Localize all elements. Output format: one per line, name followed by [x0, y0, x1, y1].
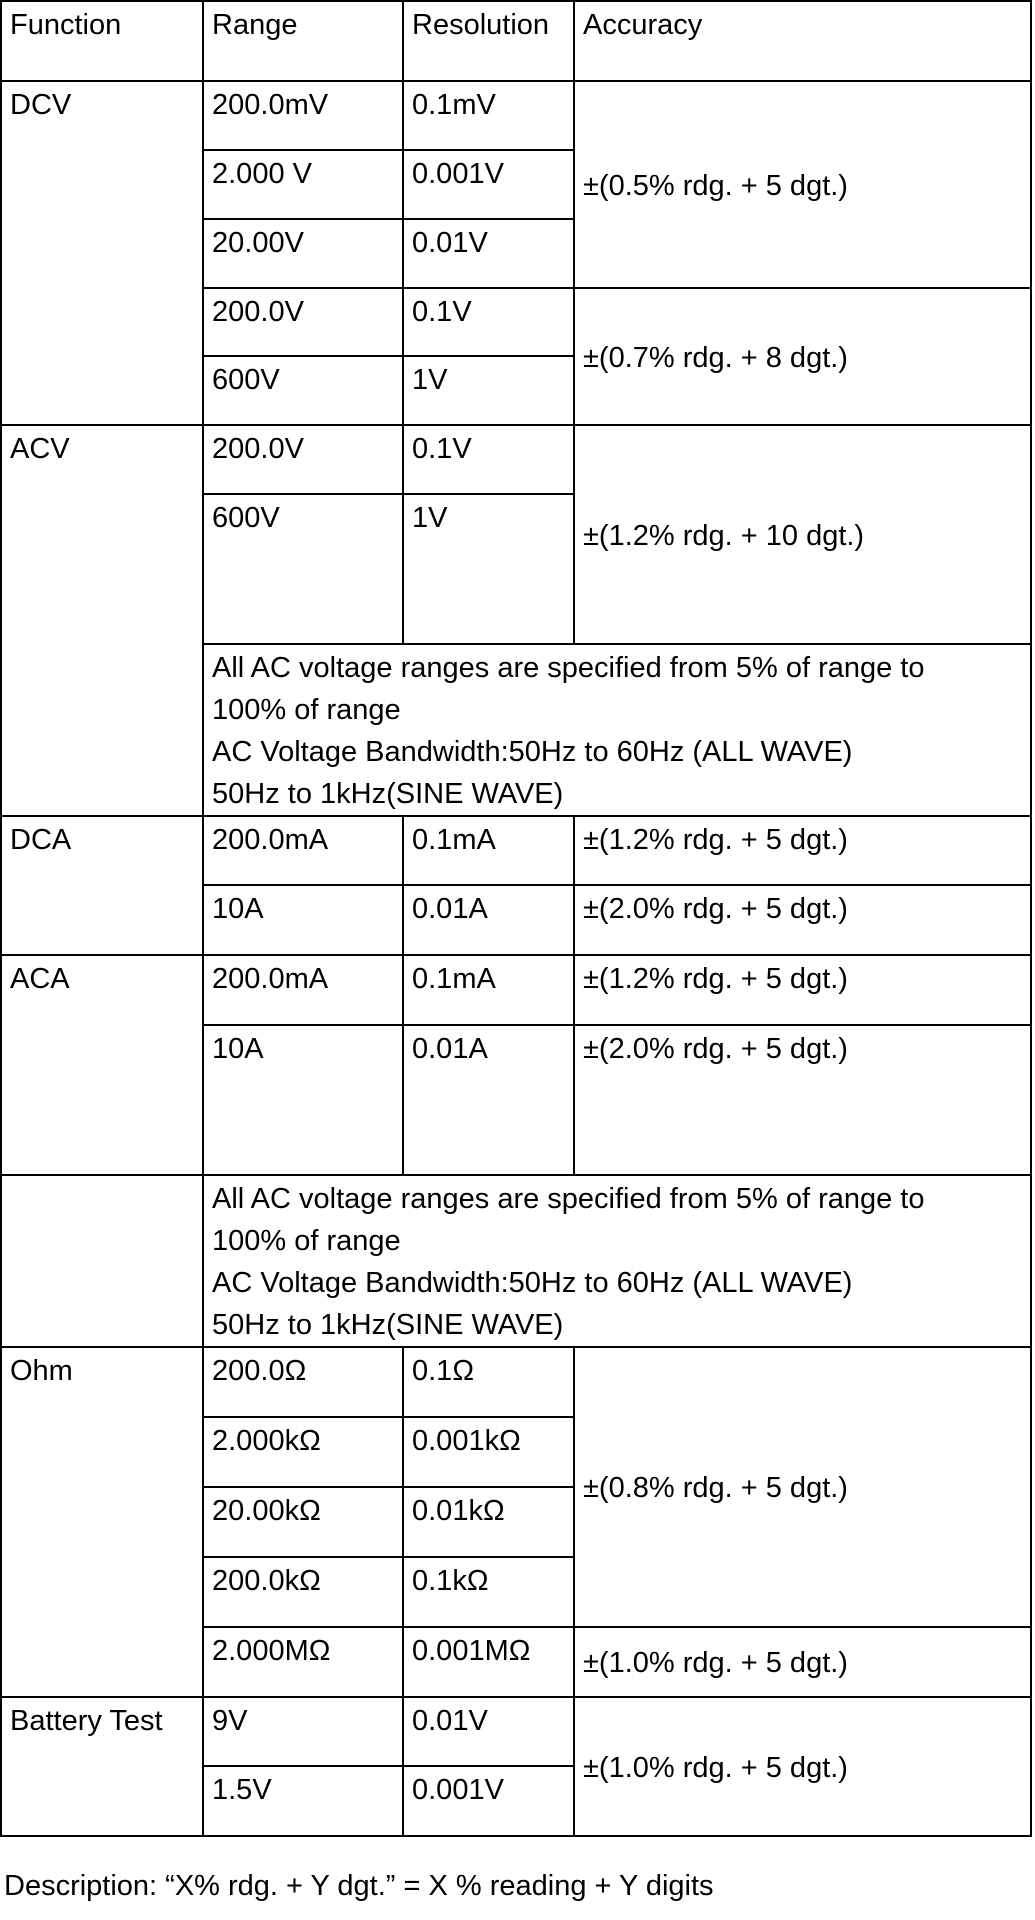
- empty-function-cell: [1, 1175, 203, 1347]
- resolution-cell: 0.01V: [403, 1697, 574, 1766]
- range-cell: 2.000 V: [203, 150, 403, 219]
- note-line: AC Voltage Bandwidth:50Hz to 60Hz (ALL WAVE): [212, 736, 853, 768]
- note-line: All AC voltage ranges are specified from 5% of range to: [212, 1183, 925, 1215]
- range-cell: 200.0V: [203, 288, 403, 356]
- note-line: AC Voltage Bandwidth:50Hz to 60Hz (ALL WAVE): [212, 1267, 853, 1299]
- table-row: [1, 955, 1031, 1025]
- table-row: [1, 1697, 1031, 1766]
- range-cell: 200.0mV: [203, 81, 403, 150]
- table-row: [1, 81, 1031, 150]
- function-dcv: DCV: [1, 81, 203, 425]
- resolution-cell: 0.1kΩ: [403, 1557, 574, 1627]
- range-cell: 200.0mA: [203, 955, 403, 1025]
- table-row: [1, 425, 1031, 494]
- accuracy-cell: ±(0.8% rdg. + 5 dgt.): [574, 1347, 1031, 1627]
- table-row: [1, 816, 1031, 885]
- accuracy-cell: ±(0.7% rdg. + 8 dgt.): [574, 288, 1031, 425]
- table-row: [1, 1347, 1031, 1417]
- range-cell: 200.0kΩ: [203, 1557, 403, 1627]
- note-line: 50Hz to 1kHz(SINE WAVE): [212, 778, 564, 810]
- resolution-cell: 0.01V: [403, 219, 574, 288]
- range-cell: 20.00V: [203, 219, 403, 288]
- resolution-cell: 0.01A: [403, 1025, 574, 1175]
- range-cell: 10A: [203, 885, 403, 955]
- range-cell: 9V: [203, 1697, 403, 1766]
- function-ohm: Ohm: [1, 1347, 203, 1697]
- function-acv: ACV: [1, 425, 203, 816]
- resolution-cell: 0.1mA: [403, 955, 574, 1025]
- range-cell: 600V: [203, 494, 403, 644]
- aca-note: [203, 1175, 1031, 1347]
- resolution-cell: 0.01A: [403, 885, 574, 955]
- accuracy-cell: ±(1.0% rdg. + 5 dgt.): [574, 1627, 1031, 1697]
- resolution-cell: 0.001MΩ: [403, 1627, 574, 1697]
- header-row: [1, 1, 1031, 81]
- range-cell: 200.0mA: [203, 816, 403, 885]
- accuracy-cell: ±(1.0% rdg. + 5 dgt.): [574, 1697, 1031, 1836]
- resolution-cell: 0.1Ω: [403, 1347, 574, 1417]
- resolution-cell: 0.001V: [403, 150, 574, 219]
- function-battery-test: Battery Test: [1, 1697, 203, 1836]
- note-line: All AC voltage ranges are specified from 5% of range to: [212, 652, 925, 684]
- description-text: Description: “X% rdg. + Y dgt.” = X % reading + Y digits: [4, 1870, 714, 1902]
- range-cell: 1.5V: [203, 1766, 403, 1836]
- resolution-cell: 1V: [403, 356, 574, 425]
- range-cell: 200.0Ω: [203, 1347, 403, 1417]
- function-dca: DCA: [1, 816, 203, 955]
- accuracy-cell: ±(2.0% rdg. + 5 dgt.): [574, 885, 1031, 955]
- resolution-cell: 0.001kΩ: [403, 1417, 574, 1487]
- header-resolution: Resolution: [403, 1, 574, 81]
- resolution-cell: 0.1V: [403, 288, 574, 356]
- resolution-cell: 0.001V: [403, 1766, 574, 1836]
- header-accuracy: Accuracy: [574, 1, 1031, 81]
- acv-note: [203, 644, 1031, 816]
- resolution-cell: 0.1mV: [403, 81, 574, 150]
- accuracy-cell: ±(1.2% rdg. + 5 dgt.): [574, 955, 1031, 1025]
- range-cell: 600V: [203, 356, 403, 425]
- accuracy-cell: ±(1.2% rdg. + 5 dgt.): [574, 816, 1031, 885]
- header-range: Range: [203, 1, 403, 81]
- accuracy-cell: ±(0.5% rdg. + 5 dgt.): [574, 81, 1031, 288]
- note-line: 100% of range: [212, 694, 401, 726]
- resolution-cell: 0.01kΩ: [403, 1487, 574, 1557]
- note-row: [1, 1175, 1031, 1347]
- resolution-cell: 0.1mA: [403, 816, 574, 885]
- range-cell: 2.000kΩ: [203, 1417, 403, 1487]
- accuracy-cell: ±(2.0% rdg. + 5 dgt.): [574, 1025, 1031, 1175]
- resolution-cell: 1V: [403, 494, 574, 644]
- range-cell: 2.000MΩ: [203, 1627, 403, 1697]
- range-cell: 20.00kΩ: [203, 1487, 403, 1557]
- note-line: 50Hz to 1kHz(SINE WAVE): [212, 1309, 564, 1341]
- function-aca: ACA: [1, 955, 203, 1175]
- range-cell: 200.0V: [203, 425, 403, 494]
- note-line: 100% of range: [212, 1225, 401, 1257]
- range-cell: 10A: [203, 1025, 403, 1175]
- header-function: Function: [1, 1, 203, 81]
- accuracy-cell: ±(1.2% rdg. + 10 dgt.): [574, 425, 1031, 644]
- resolution-cell: 0.1V: [403, 425, 574, 494]
